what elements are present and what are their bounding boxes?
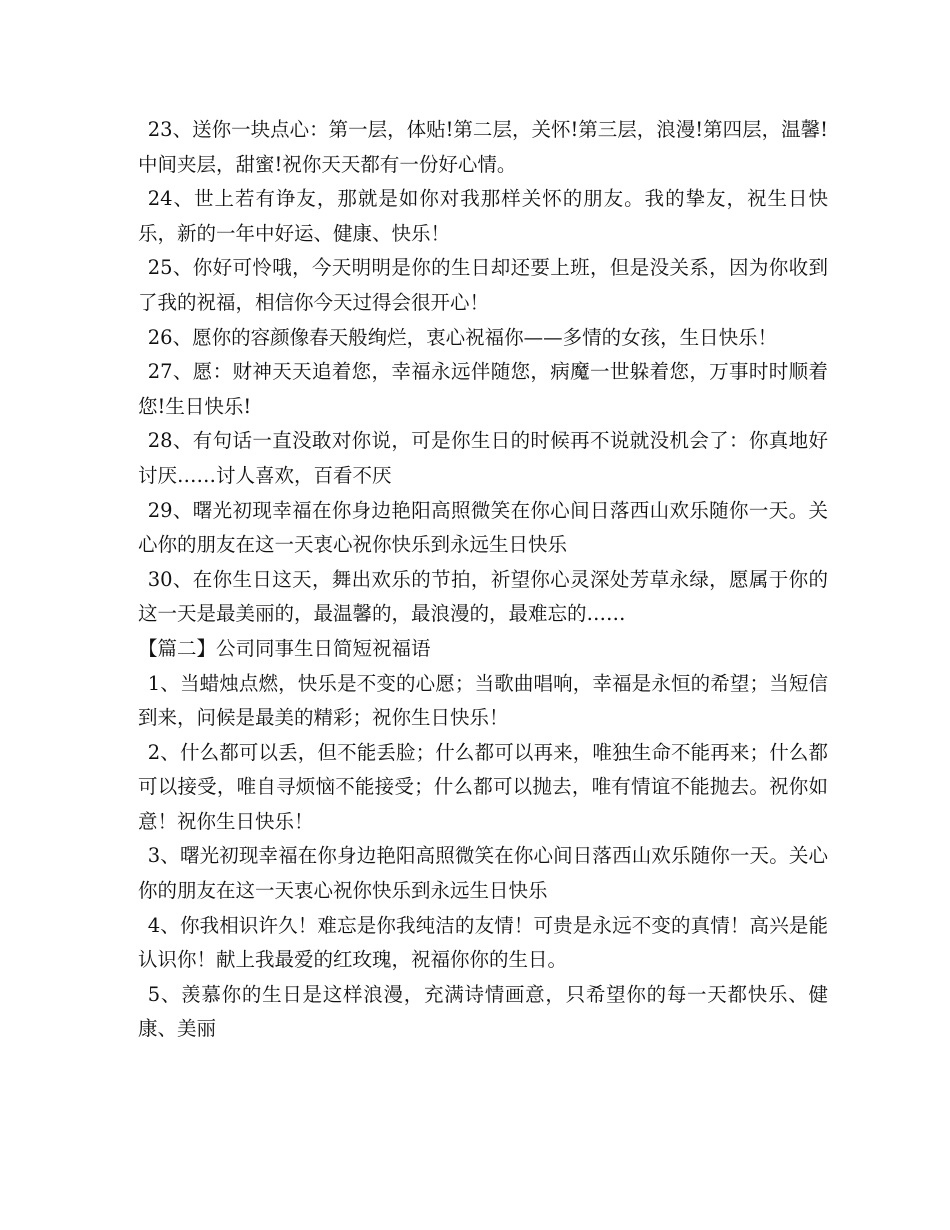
colleague-wish-item-3: 3、曙光初现幸福在你身边艳阳高照微笑在你心间日落西山欢乐随你一天。关心你的朋友在这一天衷心祝你快乐到永远生日快乐 bbox=[138, 844, 828, 903]
wish-item-30: 30、在你生日这天，舞出欢乐的节拍，祈望你心灵深处芳草永绿，愿属于你的这一天是最美丽的，最温馨的，最浪漫的，最难忘的…… bbox=[138, 567, 828, 626]
colleague-wish-item-1: 1、当蜡烛点燃，快乐是不变的心愿；当歌曲唱响，幸福是永恒的希望；当短信到来，问候是最美的精彩；祝你生日快乐！ bbox=[138, 671, 828, 730]
wish-item-29: 29、曙光初现幸福在你身边艳阳高照微笑在你心间日落西山欢乐随你一天。关心你的朋友在这一天衷心祝你快乐到永远生日快乐 bbox=[138, 498, 828, 557]
wish-item-28: 28、有句话一直没敢对你说，可是你生日的时候再不说就没机会了：你真地好讨厌……讨人喜欢，百看不厌 bbox=[138, 429, 828, 487]
document-body bbox=[138, 113, 828, 1047]
colleague-wish-item-4: 4、你我相识许久！难忘是你我纯洁的友情！可贵是永远不变的真情！高兴是能认识你！献上我最爱的红玫瑰，祝福你你的生日。 bbox=[138, 913, 828, 972]
wish-item-23: 23、送你一块点心：第一层，体贴!第二层，关怀!第三层，浪漫!第四层，温馨!中间夹层，甜蜜!祝你天天都有一份好心情。 bbox=[138, 118, 828, 176]
colleague-wish-item-5: 5、羡慕你的生日是这样浪漫，充满诗情画意，只希望你的每一天都快乐、健康、美丽 bbox=[138, 982, 828, 1041]
wish-item-26: 26、愿你的容颜像春天般绚烂，衷心祝福你——多情的女孩，生日快乐！ bbox=[147, 325, 778, 349]
section-heading: 【篇二】公司同事生日简短祝福语 bbox=[138, 636, 431, 660]
wish-item-27: 27、愿：财神天天追着您，幸福永远伴随您，病魔一世躲着您，万事时时顺着您!生日快乐! bbox=[138, 360, 828, 418]
wish-item-24: 24、世上若有诤友，那就是如你对我那样关怀的朋友。我的挚友，祝生日快乐，新的一年中好运、健康、快乐！ bbox=[138, 187, 828, 245]
colleague-wish-item-2: 2、什么都可以丢，但不能丢脸；什么都可以再来，唯独生命不能再来；什么都可以接受，唯自寻烦恼不能接受；什么都可以抛去，唯有情谊不能抛去。祝你如意！祝你生日快乐！ bbox=[138, 740, 828, 833]
wish-item-25: 25、你好可怜哦，今天明明是你的生日却还要上班，但是没关系，因为你收到了我的祝福，相信你今天过得会很开心！ bbox=[138, 256, 828, 314]
